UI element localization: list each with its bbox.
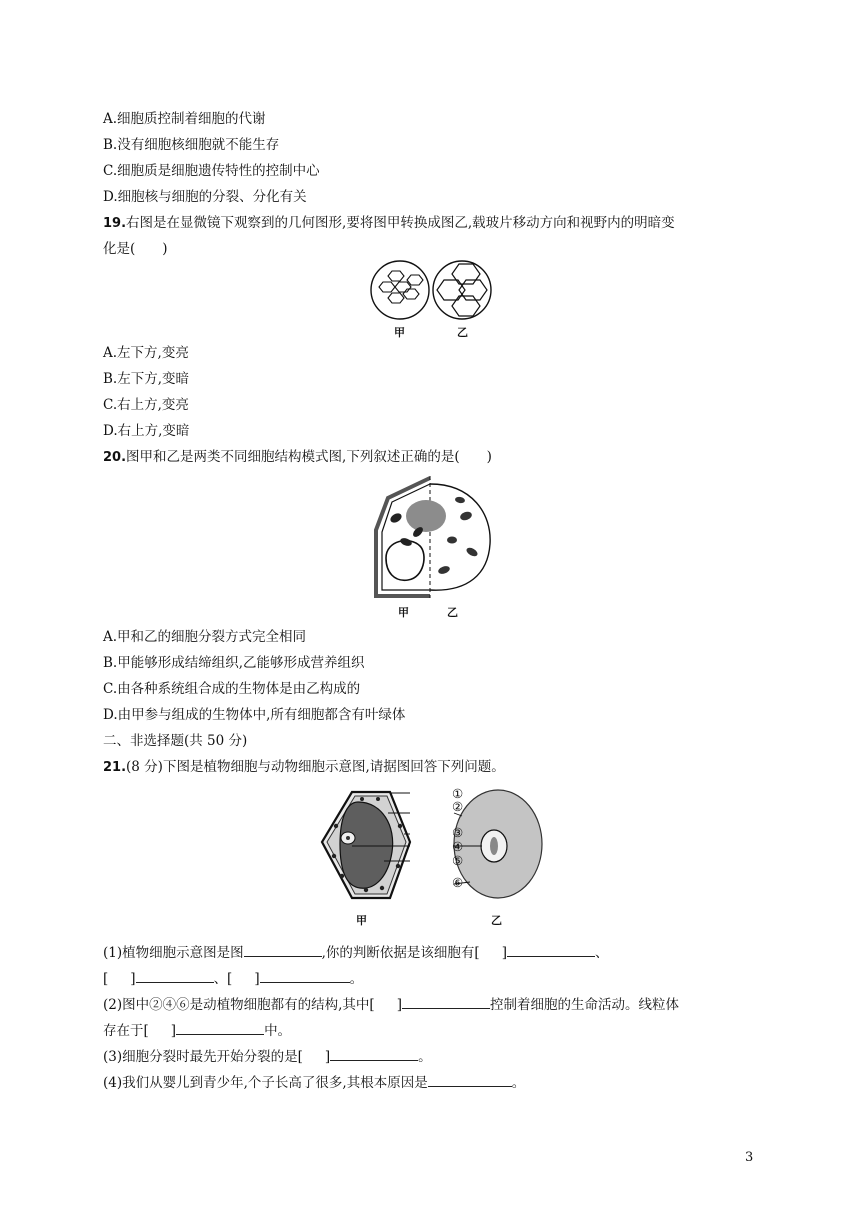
q19-large-shapes <box>437 264 487 316</box>
q18-option-a: A.细胞质控制着细胞的代谢 <box>103 111 266 127</box>
q21-part1-line1: (1)植物细胞示意图是图 ,你的判断依据是该细胞有[ ] 、 <box>103 942 608 962</box>
q21-part2-line1: (2)图中②④⑥是动植物细胞都有的结构,其中[ ] 控制着细胞的生命活动。线粒体 <box>103 994 679 1014</box>
q19-stem-text: 右图是在显微镜下观察到的几何图形,要将图甲转换成图乙,载玻片移动方向和视野内的明暗变 <box>126 215 675 231</box>
q21-label-1: ① <box>452 786 464 801</box>
q19-stem-line1 <box>103 214 675 233</box>
q21-label-5: ⑤ <box>452 853 464 868</box>
q20-option-a: A.甲和乙的细胞分裂方式完全相同 <box>103 629 307 645</box>
q19-option-a: A.左下方,变亮 <box>103 345 189 361</box>
q19-field-left <box>371 261 429 319</box>
q19-field-right <box>433 261 491 319</box>
q21-caption-jia: 甲 <box>356 914 367 927</box>
q19-option-b: B.左下方,变暗 <box>103 371 190 387</box>
q19-option-c: C.右上方,变亮 <box>103 397 189 413</box>
q21-blank-1[interactable] <box>244 942 322 957</box>
q21-stem-text: (8 分)下图是植物细胞与动物细胞示意图,请据图回答下列问题。 <box>126 759 505 775</box>
q20-option-d: D.由甲参与组成的生物体中,所有细胞都含有叶绿体 <box>103 707 406 723</box>
q18-option-d: D.细胞核与细胞的分裂、分化有关 <box>103 189 307 205</box>
q21-part1-line2: [ ] 、[ ] 。 <box>103 968 363 988</box>
q21-blank-4[interactable] <box>260 968 350 983</box>
q19-caption-yi: 乙 <box>457 326 468 339</box>
q18-option-b: B.没有细胞核细胞就不能生存 <box>103 137 280 153</box>
q21-label-2: ② <box>452 799 464 814</box>
q20-stem <box>103 448 492 467</box>
q19-number: 19. <box>103 216 127 231</box>
q21-stem <box>103 758 505 777</box>
q20-vacuole <box>386 541 424 581</box>
q21-label-3: ③ <box>452 825 464 840</box>
section-2-heading: 二、非选择题(共 50 分) <box>103 733 248 749</box>
q20-option-c: C.由各种系统组合成的生物体是由乙构成的 <box>103 681 361 697</box>
q19-small-shapes <box>379 271 423 303</box>
q21-number: 21. <box>103 760 127 775</box>
q19-caption-jia: 甲 <box>394 326 405 339</box>
q21-part4: (4)我们从婴儿到青少年,个子长高了很多,其根本原因是 。 <box>103 1072 525 1092</box>
q21-part3: (3)细胞分裂时最先开始分裂的是[ ] 。 <box>103 1046 432 1066</box>
q21-blank-5[interactable] <box>402 994 490 1009</box>
q21-cell-figure <box>318 786 552 912</box>
q20-caption-yi: 乙 <box>447 606 458 619</box>
q20-stem-text: 图甲和乙是两类不同细胞结构模式图,下列叙述正确的是( ) <box>126 449 492 465</box>
q21-blank-8[interactable] <box>428 1072 512 1087</box>
q18-option-c: C.细胞质是细胞遗传特性的控制中心 <box>103 163 320 179</box>
q21-part2-line2: 存在于[ ] 中。 <box>103 1020 291 1040</box>
q21-caption-yi: 乙 <box>491 914 502 927</box>
q20-number: 20. <box>103 450 127 465</box>
q21-label-4: ④ <box>452 839 464 854</box>
q20-nucleus <box>406 500 446 532</box>
q20-mitochondria <box>437 496 479 575</box>
q19-microscope-figure <box>366 260 496 342</box>
q21-label-6: ⑥ <box>452 875 464 890</box>
q20-cell-figure <box>372 474 496 604</box>
q20-option-b: B.甲能够形成结缔组织,乙能够形成营养组织 <box>103 655 365 671</box>
q20-caption-jia: 甲 <box>398 606 409 619</box>
q21-blank-7[interactable] <box>330 1046 418 1061</box>
q21-blank-6[interactable] <box>176 1020 264 1035</box>
page-number: 3 <box>745 1150 754 1165</box>
q21-blank-3[interactable] <box>136 968 214 983</box>
q21-animal-nucleolus <box>490 837 498 855</box>
q19-stem-line2: 化是( ) <box>103 241 168 257</box>
q21-blank-2[interactable] <box>507 942 595 957</box>
q19-option-d: D.右上方,变暗 <box>103 423 190 439</box>
